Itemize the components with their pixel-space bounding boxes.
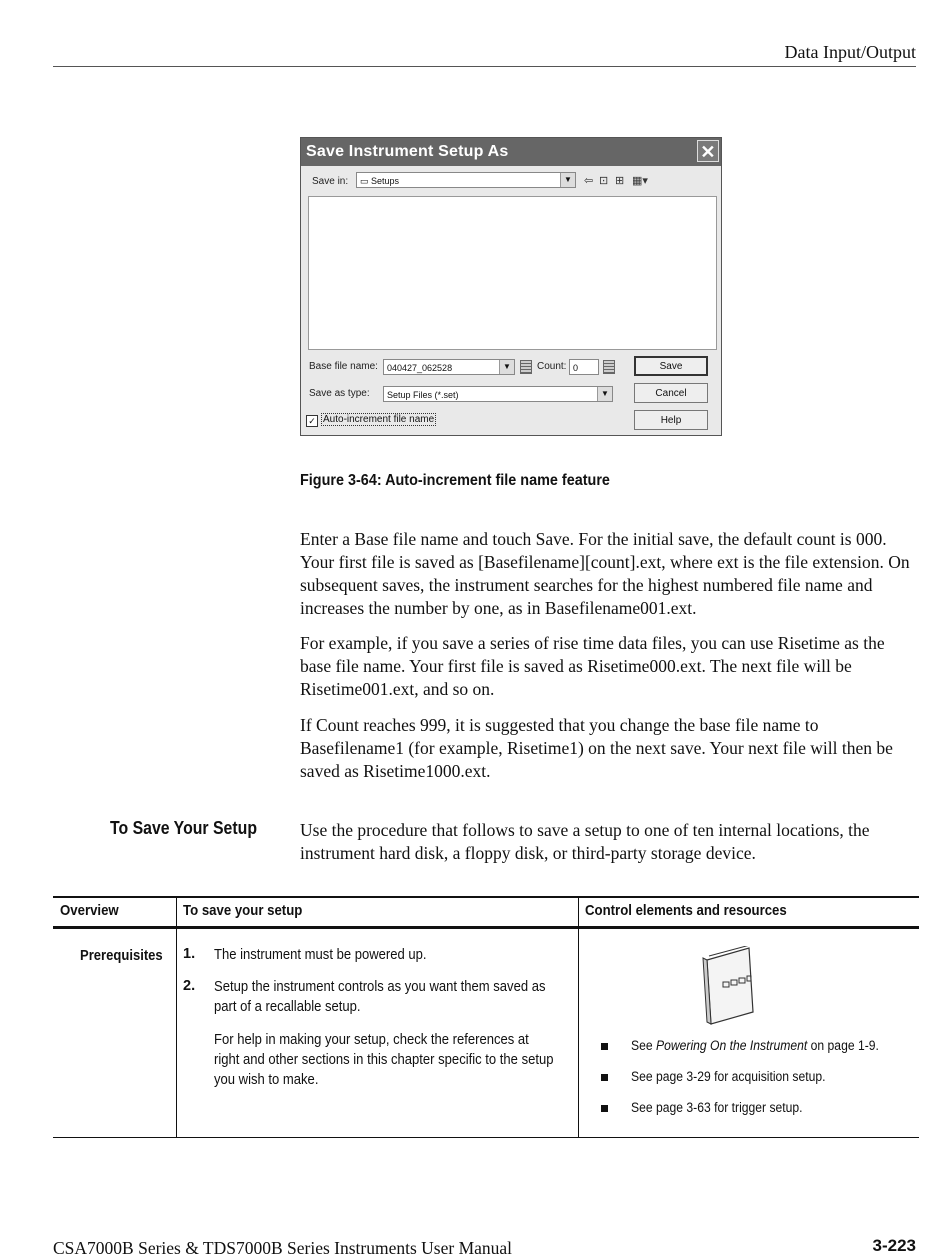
row-label-prerequisites: Prerequisites (80, 948, 163, 964)
resource-item: See page 3-29 for acquisition setup. (631, 1069, 826, 1084)
chevron-down-icon: ▼ (499, 360, 514, 374)
figure-caption: Figure 3-64: Auto-increment file name feature (300, 472, 610, 489)
header-controls: Control elements and resources (585, 902, 787, 919)
table-bottom-rule (53, 1137, 919, 1138)
bullet-icon (601, 1105, 608, 1112)
chevron-down-icon: ▼ (560, 173, 575, 187)
save-type-dropdown[interactable]: Setup Files (*.set) ▼ (383, 386, 613, 402)
step-number: 1. (183, 946, 196, 962)
save-type-label: Save as type: (309, 388, 370, 399)
save-setup-dialog (300, 137, 722, 436)
resource-item: See Powering On the Instrument on page 1-9. (631, 1038, 879, 1053)
footer-manual-title: CSA7000B Series & TDS7000B Series Instruments User Manual (53, 1238, 513, 1258)
view-menu-icon[interactable]: ▦▾ (632, 175, 648, 187)
bullet-icon (601, 1074, 608, 1081)
base-name-label: Base file name: (309, 361, 378, 372)
file-list[interactable] (308, 196, 717, 350)
resource-item: See page 3-63 for trigger setup. (631, 1100, 803, 1115)
back-icon[interactable]: ⇦ (584, 175, 594, 187)
keypad-icon[interactable] (603, 360, 615, 374)
auto-increment-checkbox[interactable]: ✓ (306, 415, 318, 427)
up-folder-icon[interactable]: ⊡ (599, 175, 609, 187)
table-header-rule (53, 926, 919, 929)
new-folder-icon[interactable]: ⊞ (615, 175, 625, 187)
save-in-label: Save in: (312, 176, 349, 187)
column-divider (578, 896, 579, 1138)
cancel-button[interactable]: Cancel (634, 383, 708, 403)
column-divider (176, 896, 177, 1138)
step-text: Setup the instrument controls as you want them saved as part of a recallable setup. (214, 979, 546, 1015)
step-number: 2. (183, 978, 196, 994)
dialog-title: Save Instrument Setup As (306, 143, 509, 160)
help-button[interactable]: Help (634, 410, 708, 430)
dialog-title-bar (301, 138, 721, 166)
header-overview: Overview (60, 902, 119, 919)
header-rule (53, 66, 916, 67)
count-field[interactable]: 0 (569, 359, 599, 375)
count-label: Count: (537, 361, 567, 372)
chevron-down-icon: ▼ (597, 387, 612, 401)
step-text: The instrument must be powered up. (214, 947, 427, 963)
procedure-table (53, 896, 919, 1138)
save-in-dropdown[interactable]: ▭ Setups ▼ (356, 172, 576, 188)
section-heading: To Save Your Setup (110, 818, 258, 838)
header-to-save: To save your setup (183, 902, 303, 919)
footer-page-number: 3-223 (872, 1236, 916, 1255)
folder-icon: ▭ (360, 176, 372, 186)
save-button[interactable]: Save (634, 356, 708, 376)
bullet-icon (601, 1043, 608, 1050)
section-intro: Use the procedure that follows to save a setup to one of ten internal locations, the instrument hard disk, a floppy disk, or third-party storage device. (300, 820, 870, 863)
paragraph-1: Enter a Base file name and touch Save. For the initial save, the default count is 000. Your first file is saved as [Basefilename][count].ext, where ext is the file extension. On subsequent saves, the instrument searches for the highest numbered file name and increases the number by one, as in Basefilename001.ext. (300, 529, 910, 618)
auto-increment-label[interactable]: Auto-increment file name (323, 414, 435, 425)
base-name-field[interactable]: 040427_062528 ▼ (383, 359, 515, 375)
close-icon[interactable]: ✕ (697, 140, 719, 162)
table-top-rule (53, 896, 919, 898)
manual-book-icon (701, 946, 761, 1026)
header-section-title: Data Input/Output (784, 42, 916, 62)
keypad-icon[interactable] (520, 360, 532, 374)
paragraph-3: If Count reaches 999, it is suggested that you change the base file name to Basefilename1 (for example, Risetime1) on the next save. Your next file will then be saved as Risetime1000.ext. (300, 715, 893, 781)
step-note: For help in making your setup, check the references at right and other sections in this chapter specific to the setup you wish to make. (214, 1032, 554, 1088)
paragraph-2: For example, if you save a series of rise time data files, you can use Risetime as the base file name. Your first file is saved as Risetime000.ext. The next file will be Risetime001.ext, and so on. (300, 633, 885, 699)
